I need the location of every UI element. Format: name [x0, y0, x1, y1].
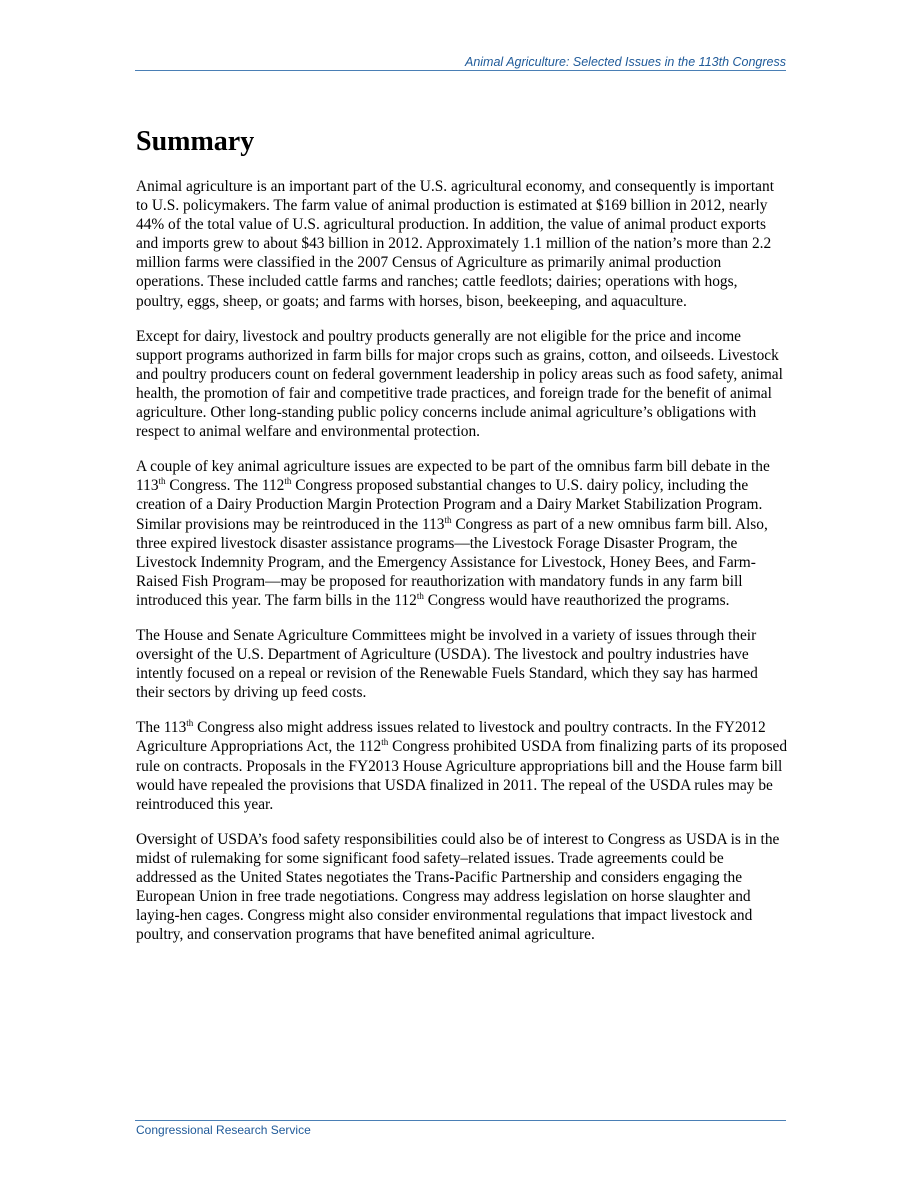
- paragraph-4: The House and Senate Agriculture Committees might be involved in a variety of issues through their oversight of the U.S. Department of Agriculture (USDA). The livestock and poultry industries have intently focused on a repeal or revision of the Renewable Fuels Standard, which they say has harmed their sectors by driving up feed costs.: [136, 626, 758, 702]
- paragraph-5-part-1: The 113: [136, 719, 187, 737]
- paragraph-5-part-3: Congress prohibited USDA from finalizing parts of its proposed rule on contracts. Proposals in the FY2013 House Agriculture appropriations bill and the House farm bill would have repealed the provisions that USDA finalized in 2011. The repeal of the USDA rules may be reintroduced this year.: [136, 738, 788, 813]
- paragraph-6: Oversight of USDA’s food safety responsibilities could also be of interest to Congress as USDA is in the midst of rulemaking for some significant food safety–related issues. Trade agreements could be addressed as the United States negotiates the Trans-Pacific Partnership and considers engaging the European Union in free trade negotiations. Congress may address legislation on horse slaughter and laying-hen cages. Congress might also consider environmental regulations that impact livestock and poultry, and conservation programs that have benefited animal agriculture.: [136, 830, 780, 944]
- ordinal-suffix: th: [444, 514, 452, 525]
- paragraph-1: Animal agriculture is an important part of the U.S. agricultural economy, and consequently is important to U.S. policymakers. The farm value of animal production is estimated at $169 billion in 2012, nearly 44% of the total value of U.S. agricultural production. In addition, the value of animal product exports and imports grew to about $43 billion in 2012. Approximately 1.1 million of the nation’s more than 2.2 million farms were classified in the 2007 Census of Agriculture as primarily animal production operations. These included cattle farms and ranches; cattle feedlots; dairies; operations with hogs, poultry, eggs, sheep, or goats; and farms with horses, bison, beekeeping, and aquaculture.: [136, 178, 774, 310]
- paragraph-5-part-2: Congress also might address issues related to livestock and poultry contracts. In the FY2012 Agriculture Appropriations Act, the 112: [136, 719, 766, 756]
- page-title: Summary: [136, 126, 255, 157]
- paragraph-3-part-5: Congress would have reauthorized the programs.: [423, 591, 730, 609]
- paragraph-3-part-4: Congress as part of a new omnibus farm bill. Also, three expired livestock disaster assistance programs—the Livestock Forage Disaster Program, the Livestock Indemnity Program, and the Emergency Assistance for Livestock, Honey Bees, and Farm-Raised Fish Program—may be proposed for reauthorization with mandatory funds in any farm bill introduced this year. The farm bills in the 112: [136, 515, 768, 609]
- ordinal-suffix: th: [416, 590, 424, 601]
- header-divider: [135, 70, 786, 71]
- paragraph-3-part-1: A couple of key animal agriculture issues are expected to be part of the omnibus farm bill debate in the 113: [136, 458, 770, 495]
- paragraph-3-part-2: Congress. The 112: [165, 477, 285, 495]
- summary-body: [136, 177, 788, 960]
- paragraph-5: [136, 718, 788, 813]
- ordinal-suffix: th: [284, 476, 292, 487]
- paragraph-3: [136, 457, 788, 610]
- ordinal-suffix: th: [158, 476, 166, 487]
- running-header-title: Animal Agriculture: Selected Issues in the 113th Congress: [464, 55, 786, 69]
- paragraph-2: Except for dairy, livestock and poultry products generally are not eligible for the price and income support programs authorized in farm bills for major crops such as grains, cotton, and oilseeds. Livestock and poultry producers count on federal government leadership in policy areas such as food safety, animal health, the promotion of fair and competitive trade practices, and foreign trade for the benefit of animal agriculture. Other long-standing public policy concerns include animal agriculture’s obligations with respect to animal welfare and environmental protection.: [136, 327, 783, 441]
- paragraph-3-part-3: Congress proposed substantial changes to U.S. dairy policy, including the creation of a Dairy Production Margin Protection Program and a Dairy Market Stabilization Program. Similar provisions may be reintroduced in the 113: [136, 477, 763, 533]
- footer-organization: Congressional Research Service: [136, 1123, 311, 1137]
- ordinal-suffix: th: [381, 737, 389, 748]
- ordinal-suffix: th: [186, 718, 194, 729]
- footer-divider: [135, 1120, 786, 1121]
